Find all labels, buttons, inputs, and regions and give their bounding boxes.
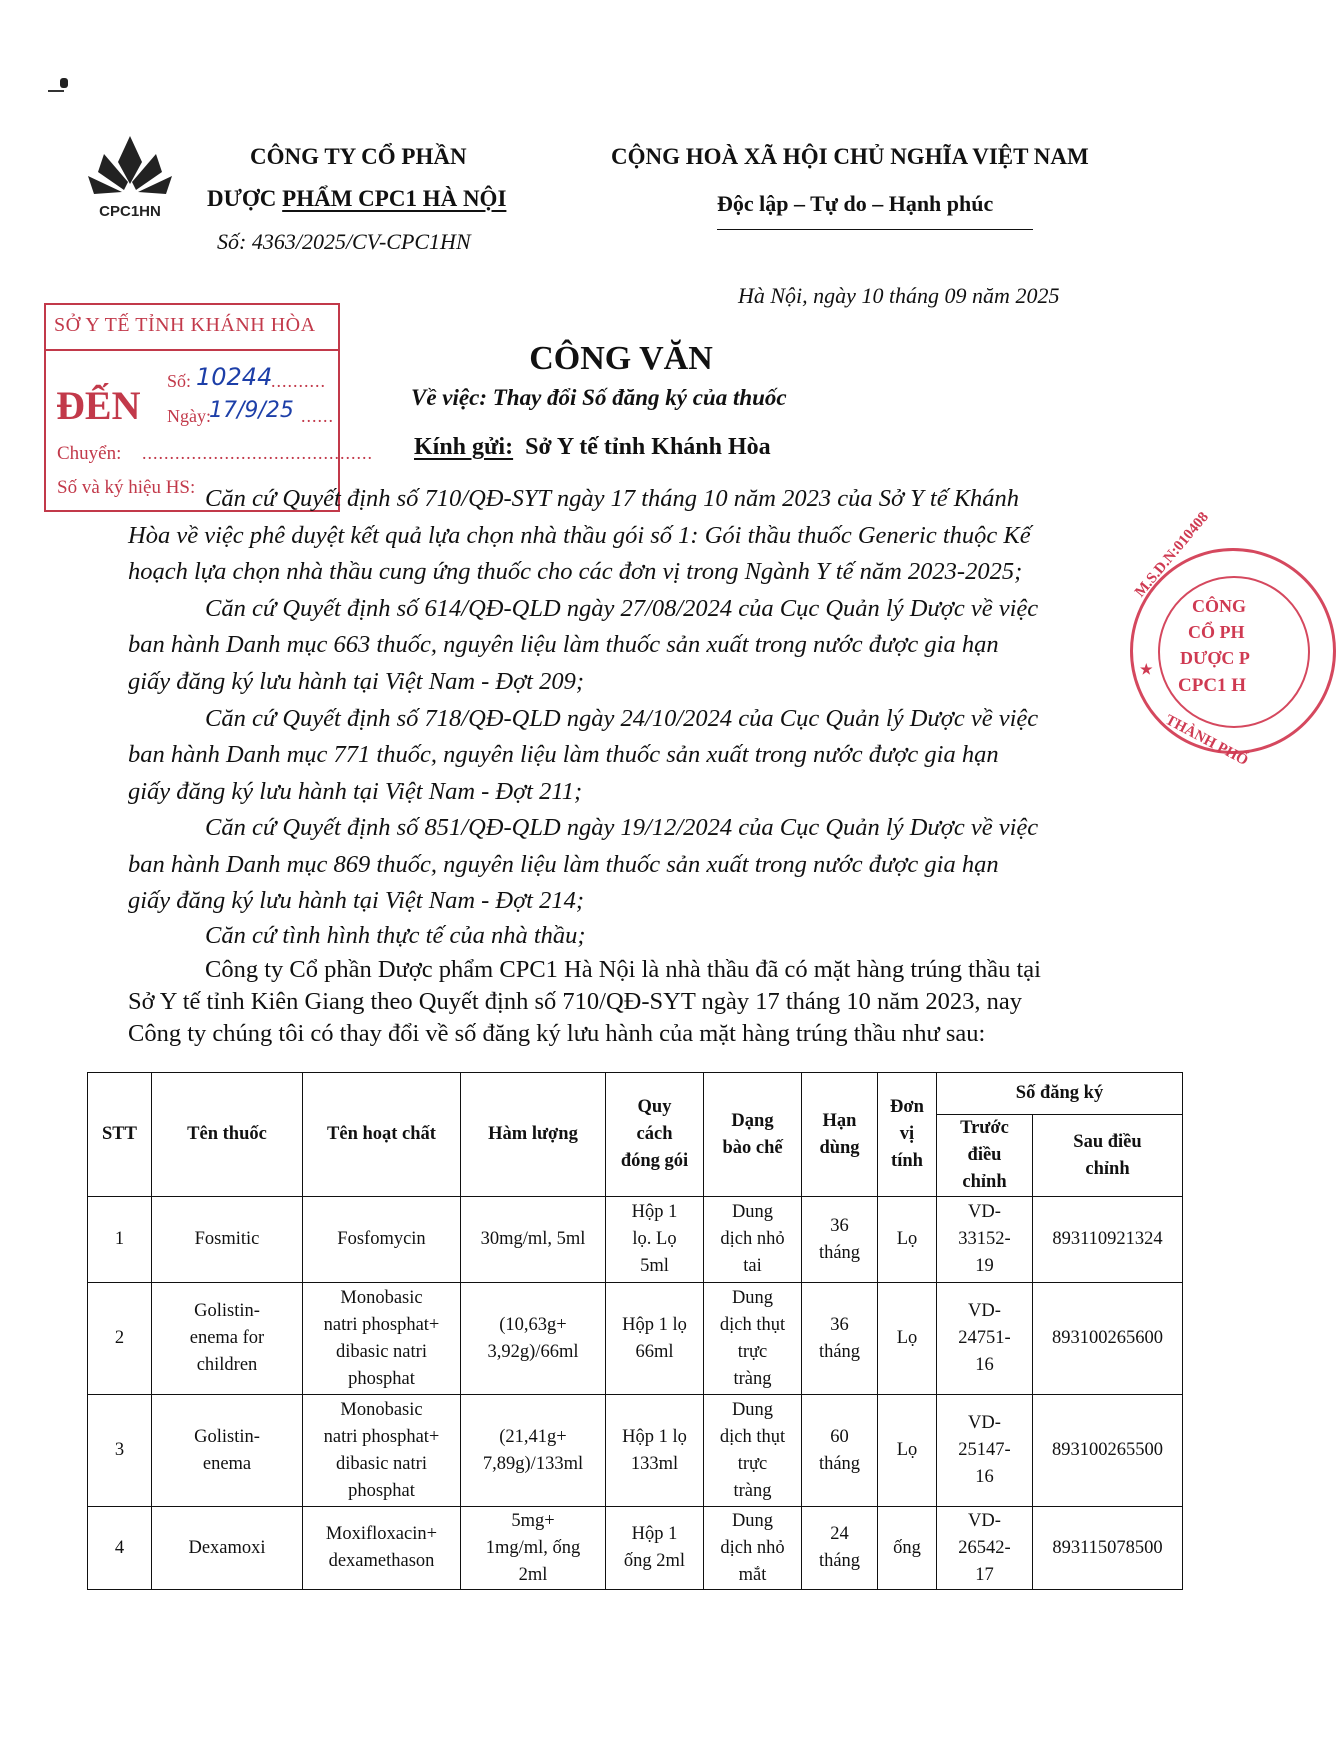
body-line: Căn cứ Quyết định số 710/QĐ-SYT ngày 17 tháng 10 năm 2023 của Sở Y tế Khánh [205,485,1020,512]
seal-line: CỔ PH [1188,622,1245,642]
col-header-drug-name: Tên thuốc [152,1073,303,1197]
logo-text: CPC1HN [99,203,161,220]
body-line: ban hành Danh mục 663 thuốc, nguyên liệu làm thuốc sản xuất trong nước được gia hạn [128,631,999,658]
cell-shelf-life: 36 tháng [802,1197,878,1283]
table-row [88,1197,1183,1283]
table-row [88,1395,1183,1507]
cell-packaging: Hộp 1 lọ 133ml [606,1395,704,1507]
cell-stt: 1 [88,1197,152,1283]
cell-unit: ống [878,1507,937,1590]
recipient-label: Kính gửi: [414,434,514,460]
body-line: Căn cứ Quyết định số 614/QĐ-QLD ngày 27/08/2024 của Cục Quản lý Dược về việc [205,595,1039,622]
body-line: ban hành Danh mục 771 thuốc, nguyên liệu làm thuốc sản xuất trong nước được gia hạn [128,741,999,768]
stamp-file-code-label: Số và ký hiệu HS: [57,477,196,498]
stamp-dots: .......................................... [142,443,373,463]
col-header-registration-number: Số đăng ký [937,1073,1183,1115]
seal-line: CPC1 H [1178,675,1247,696]
cell-reg-before: VD- 26542- 17 [937,1507,1033,1590]
received-stamp [44,303,373,512]
body-line: giấy đăng ký lưu hành tại Việt Nam - Đợt 209; [128,668,585,695]
document-title: CÔNG VĂN [529,340,713,377]
cell-reg-after: 893100265600 [1033,1283,1183,1395]
body-line: giấy đăng ký lưu hành tại Việt Nam - Đợt 211; [128,778,583,805]
col-header-after: Sau điều chỉnh [1033,1115,1183,1197]
cell-strength: 30mg/ml, 5ml [461,1197,606,1283]
cell-active-ingredient: Monobasic natri phosphat+ dibasic natri phosphat [303,1283,461,1395]
stamp-dots: .......... [271,371,326,391]
cell-reg-before: VD- 33152- 19 [937,1197,1033,1283]
body-line: hoạch lựa chọn nhà thầu cung ứng thuốc cho các đơn vị trong Ngành Y tế năm 2023-2025; [128,558,1023,585]
cell-reg-before: VD- 25147- 16 [937,1395,1033,1507]
company-name-line1: CÔNG TY CỔ PHẦN [250,144,467,169]
date-line: Hà Nội, ngày 10 tháng 09 năm 2025 [738,283,1060,308]
stamp-den-label: ĐẾN [56,383,141,428]
cell-active-ingredient: Monobasic natri phosphat+ dibasic natri phosphat [303,1395,461,1507]
col-header-stt: STT [88,1073,152,1197]
cell-drug-name: Golistin- enema for children [152,1283,303,1395]
body-line: Căn cứ tình hình thực tế của nhà thầu; [205,922,586,949]
scan-mark [48,90,64,92]
col-header-active-ingredient: Tên hoạt chất [303,1073,461,1197]
table-header-row [88,1073,1183,1115]
cell-packaging: Hộp 1 ống 2ml [606,1507,704,1590]
cell-reg-before: VD- 24751- 16 [937,1283,1033,1395]
cell-stt: 3 [88,1395,152,1507]
body-line: Hòa về việc phê duyệt kết quả lựa chọn nhà thầu gói số 1: Gói thầu thuốc Generic thuộc Kế [128,522,1031,549]
cell-drug-name: Fosmitic [152,1197,303,1283]
col-header-before: Trước điều chỉnh [937,1115,1033,1197]
cell-strength: (10,63g+ 3,92g)/66ml [461,1283,606,1395]
seal-star-icon: ★ [1140,663,1153,678]
cell-stt: 2 [88,1283,152,1395]
company-name-line2: DƯỢC PHẨM CPC1 HÀ NỘI [207,186,507,211]
document-number: Số: 4363/2025/CV-CPC1HN [217,229,471,254]
body-line: Công ty Cổ phần Dược phẩm CPC1 Hà Nội là nhà thầu đã có mặt hàng trúng thầu tại [205,956,1041,983]
stamp-number-label: Số: [167,371,192,391]
cell-stt: 4 [88,1507,152,1590]
stamp-transfer-label: Chuyển: [57,443,122,464]
cell-dosage-form: Dung dịch thụt trực tràng [704,1283,802,1395]
cell-packaging: Hộp 1 lọ. Lọ 5ml [606,1197,704,1283]
stamp-title: SỞ Y TẾ TỈNH KHÁNH HÒA [54,314,316,336]
col-header-shelf-life: Hạn dùng [802,1073,878,1197]
cell-shelf-life: 24 tháng [802,1507,878,1590]
table-row [88,1507,1183,1590]
cell-shelf-life: 60 tháng [802,1395,878,1507]
stamp-date-label: Ngày: [167,406,211,426]
cell-active-ingredient: Fosfomycin [303,1197,461,1283]
seal-line: DƯỢC P [1180,648,1250,668]
scan-mark [60,78,68,88]
cell-packaging: Hộp 1 lọ 66ml [606,1283,704,1395]
cell-reg-after: 893110921324 [1033,1197,1183,1283]
table-row [88,1283,1183,1395]
cell-drug-name: Golistin- enema [152,1395,303,1507]
seal-bottom-text: THÀNH PHỐ [1162,712,1251,769]
national-motto: Độc lập – Tự do – Hạnh phúc [717,191,994,216]
col-header-dosage-form: Dạng bào chế [704,1073,802,1197]
cell-unit: Lọ [878,1197,937,1283]
motto-underline [717,229,1033,230]
cell-active-ingredient: Moxifloxacin+ dexamethason [303,1507,461,1590]
seal-ring-text: M.S.D.N:010408 [1132,509,1213,601]
registration-change-table [87,1072,1183,1590]
cell-reg-after: 893100265500 [1033,1395,1183,1507]
cell-dosage-form: Dung dịch thụt trực tràng [704,1395,802,1507]
cell-dosage-form: Dung dịch nhỏ tai [704,1197,802,1283]
col-header-strength: Hàm lượng [461,1073,606,1197]
stamp-date-value: 17/9/25 [209,398,294,423]
seal-line: CÔNG [1192,596,1246,616]
stamp-number-value: 10244 [196,363,273,391]
cell-unit: Lọ [878,1283,937,1395]
recipient-line [414,434,771,461]
col-header-unit: Đơn vị tính [878,1073,937,1197]
cell-unit: Lọ [878,1395,937,1507]
lotus-logo-icon [84,132,176,224]
document-subject: Về việc: Thay đổi Số đăng ký của thuốc [411,385,787,410]
national-title: CỘNG HOÀ XÃ HỘI CHỦ NGHĨA VIỆT NAM [611,144,1089,169]
recipient-name: Sở Y tế tỉnh Khánh Hòa [525,434,771,460]
cell-dosage-form: Dung dịch nhỏ mắt [704,1507,802,1590]
body-line: Căn cứ Quyết định số 851/QĐ-QLD ngày 19/12/2024 của Cục Quản lý Dược về việc [205,814,1039,841]
stamp-dots: ...... [301,406,334,426]
company-logo [84,132,176,224]
body-line: Căn cứ Quyết định số 718/QĐ-QLD ngày 24/10/2024 của Cục Quản lý Dược về việc [205,705,1039,732]
col-header-packaging: Quy cách đóng gói [606,1073,704,1197]
cell-strength: 5mg+ 1mg/ml, ống 2ml [461,1507,606,1590]
body-line: Công ty chúng tôi có thay đổi về số đăng ký lưu hành của mặt hàng trúng thầu như sau: [128,1020,986,1047]
body-line: ban hành Danh mục 869 thuốc, nguyên liệu làm thuốc sản xuất trong nước được gia hạn [128,851,999,878]
cell-shelf-life: 36 tháng [802,1283,878,1395]
body-line: giấy đăng ký lưu hành tại Việt Nam - Đợt 214; [128,887,585,914]
cell-reg-after: 893115078500 [1033,1507,1183,1590]
cell-drug-name: Dexamoxi [152,1507,303,1590]
cell-strength: (21,41g+ 7,89g)/133ml [461,1395,606,1507]
body-line: Sở Y tế tỉnh Kiên Giang theo Quyết định số 710/QĐ-SYT ngày 17 tháng 10 năm 2023, nay [128,988,1022,1015]
